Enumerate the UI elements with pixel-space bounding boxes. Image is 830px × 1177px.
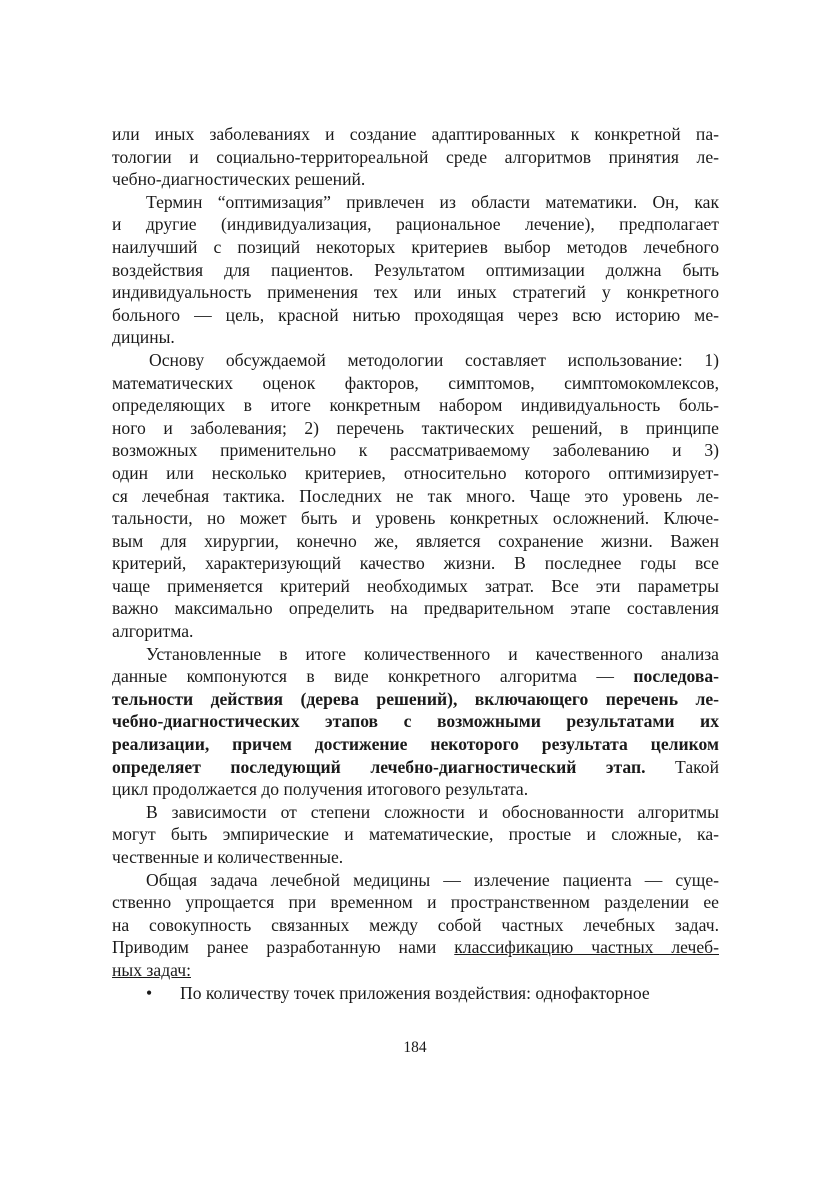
text-segment: данные компонуются в виде конкретного алгоритма — bbox=[112, 666, 634, 687]
text-segment: один или несколько критериев, относительно которого оптимизирует- bbox=[112, 462, 719, 483]
text-line bbox=[112, 756, 719, 779]
paragraph bbox=[112, 191, 719, 349]
text-line bbox=[112, 710, 719, 733]
text-line bbox=[112, 552, 719, 575]
text-line bbox=[112, 123, 719, 146]
text-line bbox=[112, 326, 719, 349]
text-segment: вым для хирургии, конечно же, является сохранение жизни. Важен bbox=[112, 530, 719, 551]
text-line bbox=[112, 801, 719, 824]
text-segment: на совокупность связанных между собой частных лечебных задач. bbox=[112, 914, 719, 935]
text-line bbox=[112, 891, 719, 914]
text-line bbox=[112, 372, 719, 395]
text-segment: определяющих в итоге конкретным набором индивидуальность боль- bbox=[112, 395, 719, 416]
text-line bbox=[112, 485, 719, 508]
text-segment: больного — цель, красной нитью проходящая через всю историю ме- bbox=[112, 304, 719, 325]
page-number: 184 bbox=[403, 1039, 427, 1056]
paragraph bbox=[112, 349, 719, 643]
text-line bbox=[112, 417, 719, 440]
text-line bbox=[112, 778, 719, 801]
text-line bbox=[112, 236, 719, 259]
text-line bbox=[112, 439, 719, 462]
text-segment: могут быть эмпирические и математические, простые и сложные, ка- bbox=[112, 824, 719, 845]
text-line bbox=[112, 394, 719, 417]
text-line bbox=[112, 213, 719, 236]
text-line bbox=[112, 304, 719, 327]
text-segment: чаще применяется критерий необходимых затрат. Все эти параметры bbox=[112, 575, 719, 596]
paragraph bbox=[112, 123, 719, 191]
text-segment: важно максимально определить на предварительном этапе составления bbox=[112, 598, 719, 619]
bullet-text: По количеству точек приложения воздействия: однофакторное bbox=[180, 982, 650, 1003]
text-line bbox=[112, 146, 719, 169]
text-line bbox=[112, 191, 719, 214]
text-segment: или иных заболеваниях и создание адаптированных к конкретной па- bbox=[112, 124, 719, 144]
paragraph bbox=[112, 801, 719, 869]
bold-text: реализации, причем достижение некоторого результата целиком bbox=[112, 734, 719, 755]
text-segment: критерий, характеризующий качество жизни. В последнее годы все bbox=[112, 553, 719, 574]
text-segment: индивидуальность применения тех или иных стратегий у конкретного bbox=[112, 282, 719, 303]
bullet-icon: • bbox=[146, 982, 153, 1003]
bullet-item bbox=[112, 982, 719, 1005]
text-segment: ственно упрощается при временном и пространственном разделении ее bbox=[112, 892, 719, 913]
text-segment: и другие (индивидуализация, рациональное лечение), предполагает bbox=[112, 214, 719, 235]
text-segment: Общая задача лечебной медицины — излечение пациента — суще- bbox=[146, 869, 719, 890]
text-segment: тологии и социально-территореальной среде алгоритмов принятия ле- bbox=[112, 146, 719, 167]
text-segment: Основу обсуждаемой методологии составляет использование: 1) bbox=[149, 349, 719, 370]
text-segment: Такой bbox=[645, 756, 719, 777]
bold-text: тельности действия (дерева решений), включающего перечень ле- bbox=[112, 688, 719, 709]
text-line bbox=[112, 936, 719, 959]
text-line bbox=[112, 575, 719, 598]
text-segment: чебно-диагностических решений. bbox=[112, 169, 366, 190]
text-line bbox=[112, 914, 719, 937]
text-line bbox=[112, 597, 719, 620]
text-line bbox=[112, 507, 719, 530]
text-segment: тальности, но может быть и уровень конкретных осложнений. Ключе- bbox=[112, 508, 719, 529]
text-line bbox=[112, 281, 719, 304]
text-line bbox=[112, 733, 719, 756]
text-line bbox=[112, 959, 719, 982]
text-segment: математических оценок факторов, симптомов, симптомокомлексов, bbox=[112, 372, 719, 393]
underlined-text: ных задач: bbox=[112, 959, 191, 980]
text-segment: В зависимости от степени сложности и обоснованности алгоритмы bbox=[146, 801, 719, 822]
paragraph bbox=[112, 643, 719, 801]
bold-text: определяет последующий лечебно-диагностический этап. bbox=[112, 756, 646, 777]
text-segment: ного и заболевания; 2) перечень тактических решений, в принципе bbox=[112, 417, 719, 438]
text-segment: воздействия для пациентов. Результатом оптимизации должна быть bbox=[112, 259, 719, 280]
underlined-text: классификацию частных лечеб- bbox=[454, 937, 719, 958]
text-segment: наилучший с позиций некоторых критериев выбор методов лечебного bbox=[112, 236, 719, 257]
bold-text: чебно-диагностических этапов с возможными результатами их bbox=[112, 711, 719, 732]
bold-text: последова- bbox=[633, 666, 719, 687]
text-segment: алгоритма. bbox=[112, 621, 194, 642]
text-segment: чественные и количественные. bbox=[112, 847, 344, 867]
text-segment: дицины. bbox=[112, 327, 175, 348]
text-line bbox=[112, 688, 719, 711]
text-segment: Приводим ранее разработанную нами bbox=[112, 937, 455, 958]
text-line bbox=[112, 620, 719, 643]
text-segment: Термин “оптимизация” привлечен из области математики. Он, как bbox=[146, 191, 719, 212]
text-line bbox=[112, 846, 719, 869]
text-line bbox=[112, 349, 719, 372]
page-body bbox=[112, 123, 719, 1004]
text-segment: ся лечебная тактика. Последних не так много. Чаще это уровень ле- bbox=[112, 485, 719, 506]
text-line bbox=[112, 259, 719, 282]
text-line bbox=[112, 665, 719, 688]
text-segment: возможных применительно к рассматриваемому заболеванию и 3) bbox=[112, 440, 719, 461]
text-segment: цикл продолжается до получения итогового результата. bbox=[112, 779, 529, 800]
text-line bbox=[112, 530, 719, 553]
text-segment: Установленные в итоге количественного и качественного анализа bbox=[146, 643, 719, 664]
text-line bbox=[112, 823, 719, 846]
paragraph bbox=[112, 869, 719, 982]
text-line bbox=[112, 168, 719, 191]
text-line bbox=[112, 643, 719, 666]
text-line bbox=[112, 869, 719, 892]
text-line bbox=[112, 462, 719, 485]
